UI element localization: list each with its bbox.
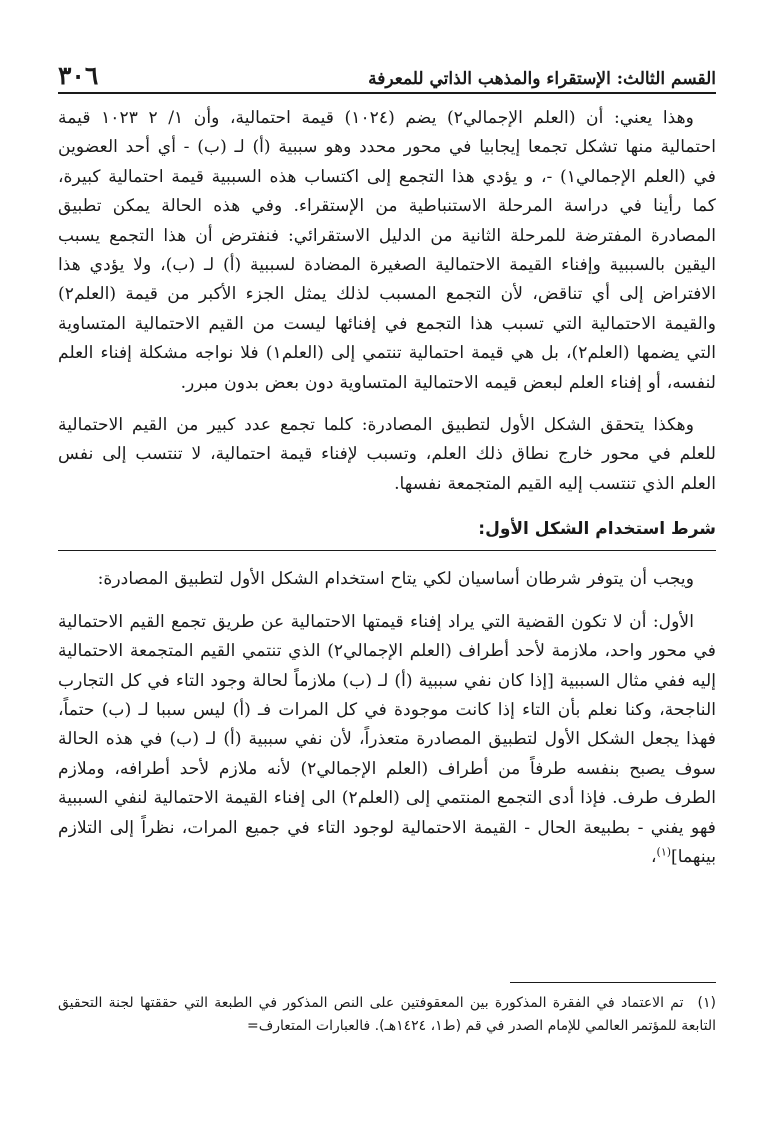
- paragraph-gap: [58, 398, 716, 411]
- footnote-text: تم الاعتماد في الفقرة المذكورة بين المعقوفتين على النص المذكور في الطبعة التي حققتها لجنة التحقيق التابعة للمؤتمر العالمي للإمام الصدر في قم (ط١، ١٤٢٤هـ). فالعبارات المتعارف=: [58, 995, 716, 1034]
- paragraph-3: ويجب أن يتوفر شرطان أساسيان لكي يتاح استخدام الشكل الأول لتطبيق المصادرة:: [97, 569, 694, 590]
- running-title: القسم الثالث: الإستقراء والمذهب الذاتي للمعرفة: [368, 69, 716, 89]
- footnote-reference[interactable]: (١): [656, 845, 672, 859]
- main-text: [58, 104, 716, 872]
- footnote: [58, 992, 716, 1038]
- footnote-marker: (١): [697, 995, 716, 1011]
- paragraph-gap: [58, 499, 716, 512]
- paragraph-4: [58, 608, 716, 873]
- paragraph-1: وهذا يعني: أن (العلم الإجمالي٢) يضم (١٠٢٤) قيمة احتمالية، وأن ١/ ٢ ١٠٢٣ قيمة احتمالية منها تشكل تجمعا إيجابيا في محور محدد وهو سببية (أ) لـ (ب) - أي أحد العضوين في (العلم الإجمالي١) -، و يؤدي هذا التجمع إلى اكتساب هذه السببية قيمة احتمالية كبيرة، كما رأينا في دراسة المرحلة الاستنباطية من الإستقراء. وفي هذه الحالة يمكن تطبيق المصادرة المفترضة للمرحلة الثانية من الدليل الاستقرائي: فنفترض أن هذا التجمع يسبب اليقين بالسببية وإفناء القيمة الاحتمالية الصغيرة المضادة لسببية (أ) لـ (ب)، ولا يؤدي هذا الافتراض إلى أي تناقض، لأن التجمع المسبب لذلك يمثل الجزء الأكبر من قيمة (العلم٢) والقيمة الاحتمالية التي تسبب هذا التجمع في إفنائها ليست من القيم الاحتمالية المتساوية التي يضمها (العلم٢)، بل هي قيمة احتمالية تنتمي إلى (العلم١) فلا نواجه مشكلة إفناء العلم لنفسه، أو إفناء العلم لبعض قيمه الاحتمالية المتساوية دون بعض بدون مبرر.: [58, 108, 716, 393]
- paragraph-4-text: الأول: أن لا تكون القضية التي يراد إفناء قيمتها الاحتمالية عن طريق تجمع القيم الاحتمالية في محور واحد، ملازمة لأحد أطراف (العلم الإجمالي٢) الذي تنتمي القيم المتجمعة الاحتمالية إليه ففي مثال السببية [إذا كان نفي سببية (أ) لـ (ب) ملازماً لحالة وجود التاء في كل التجارب الناجحة، وكنا نعلم بأن التاء إذا كانت موجودة في كل المرات فـ (أ) ليس سببا لـ (ب) حتماً، فهذا يجعل الشكل الأول لتطبيق المصادرة متعذراً، لأن نفي سببية (أ) لـ (ب) في هذه الحالة سوف يصبح بنفسه طرفاً من أطراف (العلم الإجمالي٢) لأنه ملازم لأحد أطرافه، وملازم الطرف طرف. فإذا أدى التجمع المنتمي إلى (العلم٢) الى إفناء القيمة الاحتمالية لنفي السببية فهو يفني - بطبيعة الحال - القيمة الاحتمالية لوجود التاء في جميع المرات، نظراً إلى التلازم بينهما]: [58, 611, 716, 867]
- footnote-divider: [510, 982, 716, 983]
- paragraph-4-end: ،: [650, 846, 657, 867]
- paragraph-gap: [58, 595, 716, 608]
- paragraph-2: وهكذا يتحقق الشكل الأول لتطبيق المصادرة: كلما تجمع عدد كبير من القيم الاحتمالية للعلم في محور خارج نطاق ذلك العلم، وتسبب لإفناء قيمة احتمالية، لا تنتسب إلى نفس العلم الذي تنتسب إليه القيم المتجمعة نفسها.: [58, 415, 716, 494]
- page-number: ٣٠٦: [58, 61, 99, 90]
- page-header: [58, 48, 716, 94]
- section-heading: شرط استخدام الشكل الأول:: [58, 512, 716, 551]
